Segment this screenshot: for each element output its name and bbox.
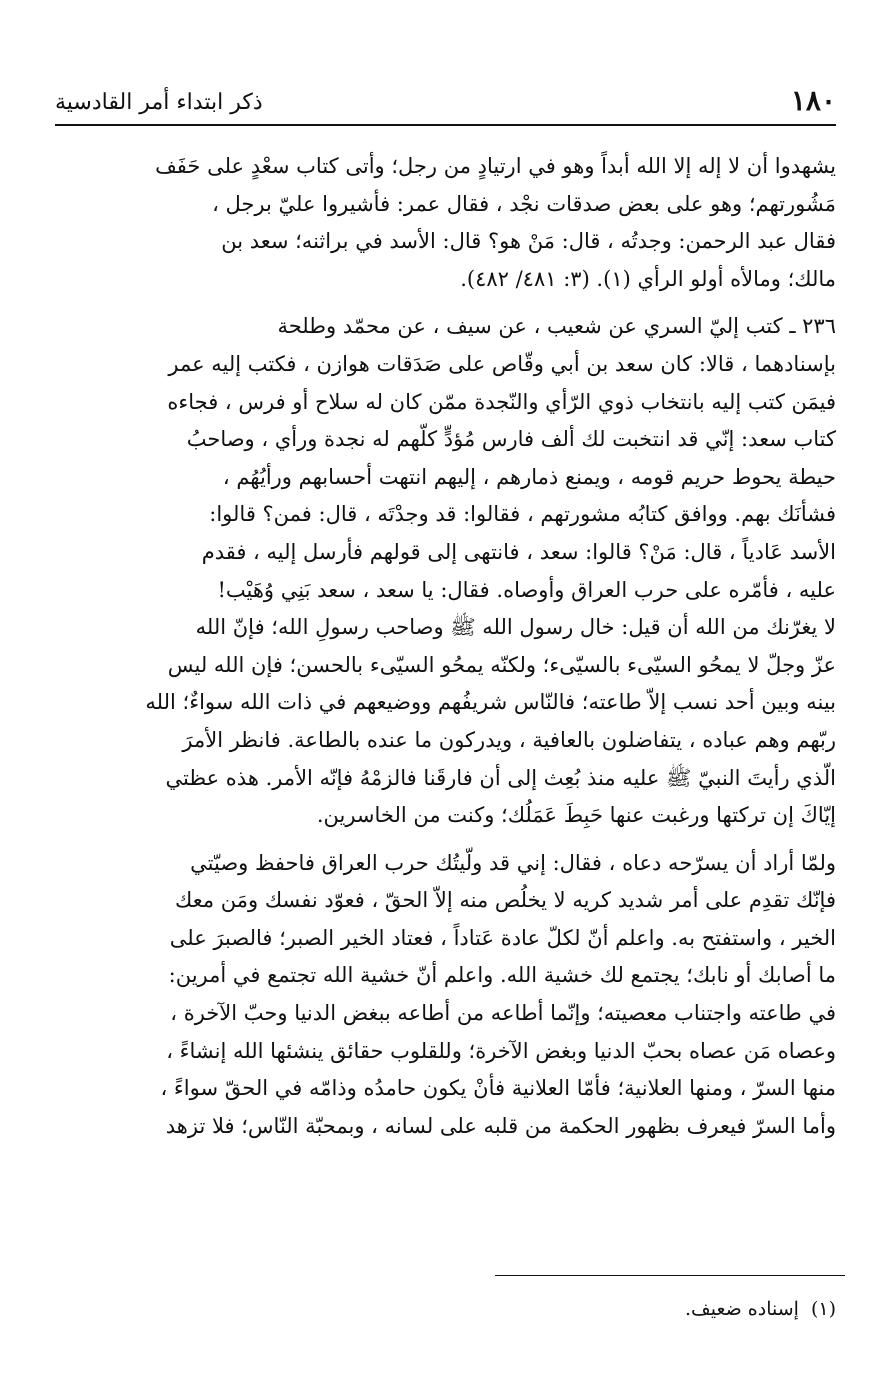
text-line: فيمَن كتب إليه بانتخاب ذوي الرّأي والنّجدة ممّن كان له سلاح أو فرس ، فجاءه [167, 389, 836, 414]
footnote-number: (١) [810, 1298, 836, 1320]
footnote-text: إسناده ضعيف. [685, 1298, 799, 1320]
paragraph [55, 308, 836, 834]
text-line: الّذي رأيتَ النبيّ ﷺ عليه منذ بُعِث إلى أن فارقَنا فالزمْهُ فإنّه الأمر. هذه عظتي [165, 765, 836, 790]
footnote [55, 1298, 836, 1320]
text-line: الأسد عَادياً ، قال: مَنْ؟ قالوا: سعد ، فانتهى إلى قولهم فأرسل إليه ، فقدم [201, 539, 836, 564]
page-header [55, 84, 836, 126]
main-text [55, 148, 836, 1145]
text-line: ما أصابك أو نابك؛ يجتمع لك خشية الله. واعلم أنّ خشية الله تجتمع في أمرين: [168, 963, 836, 988]
text-line: كتاب سعد: إنّي قد انتخبت لك ألف فارس مُؤدٍّ كلّهم له نجدة ورأي ، وصاحبُ [186, 427, 836, 452]
text-line: فشأنَك بهم. ووافق كتابُه مشورتهم ، فقالوا: قد وجدْتَه ، قال: فمن؟ قالوا: [209, 502, 836, 527]
page-number: ١٨٠ [790, 84, 836, 117]
text-line: يشهدوا أن لا إله إلا الله أبداً وهو في ارتيادٍ من رجل؛ وأتى كتاب سعْدٍ على حَفَف [155, 154, 836, 178]
footnote-separator [495, 1275, 845, 1276]
text-line: ٢٣٦ ـ كتب إليّ السري عن شعيب ، عن سيف ، عن محمّد وطلحة [277, 314, 836, 339]
text-line: لا يغرّنك من الله أن قيل: خال رسول الله ﷺ وصاحب رسولِ الله؛ فإنّ الله [195, 615, 836, 640]
text-line: الخير ، واستفتح به. واعلم أنّ لكلّ عادة عَتاداً ، فعتاد الخير الصبر؛ فالصبرَ على [169, 925, 836, 950]
text-line: عليه ، فأمّره على حرب العراق وأوصاه. فقال: يا سعد ، سعد بَنِي وُهَيْب! [217, 577, 836, 602]
text-line: منها السرّ ، ومنها العلانية؛ فأمّا العلانية فأنْ يكون حامدُه وذامّه في الحقّ سواءً ، [160, 1076, 836, 1101]
paragraph [55, 148, 836, 298]
text-line: وأما السرّ فيعرف بظهور الحكمة من قلبه على لسانه ، وبمحبّة النّاس؛ فلا تزهد [165, 1113, 836, 1138]
text-line: بإسنادهما ، قالا: كان سعد بن أبي وقّاص على صَدَقات هوازن ، فكتب إليه عمر [168, 351, 836, 376]
paragraph [55, 845, 836, 1146]
running-title: ذكر ابتداء أمر القادسية [55, 90, 263, 115]
text-line: إيّاكَ إن تركتها ورغبت عنها حَبِطَ عَمَلُك؛ وكنت من الخاسرين. [316, 803, 836, 828]
text-line: مالك؛ ومالأه أولو الرأي (١). (٣: ٤٨١/ ٤٨٢). [460, 266, 836, 291]
text-line: حيطة يحوط حريم قومه ، ويمنع ذمارهم ، إليهم انتهت أحسابهم ورأيُهُم ، [222, 464, 836, 489]
text-line: مَشُورتهم؛ وهو على بعض صدقات نجْد ، فقال عمر: فأشيروا عليّ برجل ، [212, 191, 836, 216]
text-line: وعصاه مَن عصاه بحبّ الدنيا وبغض الآخرة؛ وللقلوب حقائق ينشئها الله إنشاءً ، [166, 1038, 836, 1063]
text-line: فإنّك تقدِم على أمر شديد كريه لا يخلُص منه إلاّ الحقّ ، فعوّد نفسك ومَن معك [175, 888, 836, 913]
text-line: ربّهم وهم عباده ، يتفاضلون بالعافية ، ويدركون ما عنده بالطاعة. فانظر الأمرَ [182, 727, 836, 752]
text-line: ولمّا أراد أن يسرّحه دعاه ، فقال: إني قد ولّيتُك حرب العراق فاحفظ وصيّتي [190, 850, 836, 875]
text-line: في طاعته واجتناب معصيته؛ وإنّما أطاعه من أطاعه ببغض الدنيا وحبّ الآخرة ، [170, 1001, 836, 1026]
text-line: بينه وبين أحد نسب إلاّ طاعته؛ فالنّاس شريفُهم ووضيعهم في ذات الله سواءٌ؛ الله [145, 690, 836, 715]
text-line: عزّ وجلّ لا يمحُو السيّىء بالسيّىء؛ ولكنّه يمحُو السيّىء بالحسن؛ فإن الله ليس [167, 652, 836, 677]
text-line: فقال عبد الرحمن: وجدتُه ، قال: مَنْ هو؟ قال: الأسد في براثنه؛ سعد بن [221, 229, 836, 254]
